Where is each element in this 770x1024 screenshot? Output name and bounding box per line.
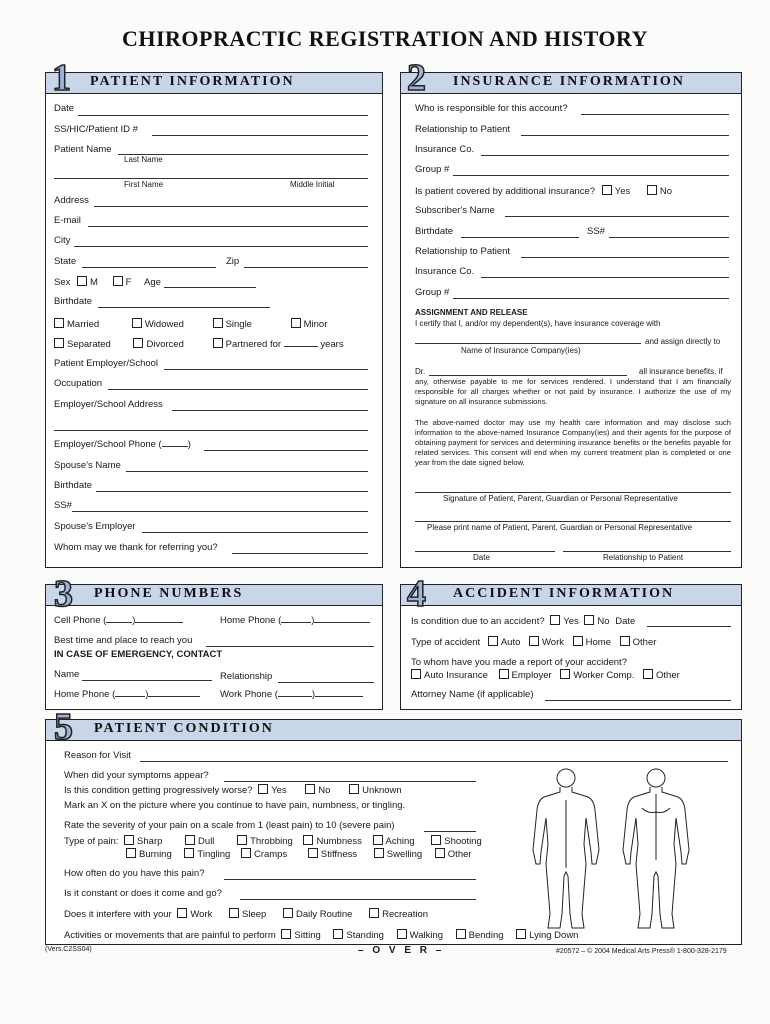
- reason-label: Reason for Visit: [64, 750, 131, 761]
- section-title: PATIENT INFORMATION: [90, 74, 295, 89]
- stiffness-checkbox[interactable]: [308, 848, 318, 858]
- spouse-ss-label: SS#: [54, 500, 72, 511]
- signed-date-field[interactable]: [415, 551, 555, 552]
- address-field[interactable]: [94, 206, 368, 207]
- worse-unknown-label: Unknown: [362, 785, 402, 796]
- subscriber-field[interactable]: [505, 216, 729, 217]
- how-often-field[interactable]: [224, 879, 476, 880]
- sex-m-checkbox[interactable]: [77, 276, 87, 286]
- insurance-information-section: [400, 57, 742, 568]
- body-front-diagram[interactable]: [524, 764, 608, 934]
- company-caption: Name of Insurance Company(ies): [461, 346, 581, 355]
- report-worker-comp-checkbox[interactable]: [560, 669, 570, 679]
- throbbing-label: Throbbing: [250, 836, 293, 847]
- dull-label: Dull: [198, 836, 215, 847]
- emergency-home-area-field[interactable]: [115, 696, 145, 697]
- additional-no-label: No: [659, 186, 673, 197]
- signature-caption: Signature of Patient, Parent, Guardian or Personal Representative: [443, 494, 678, 503]
- interfere-sleep-checkbox[interactable]: [229, 908, 239, 918]
- when-field[interactable]: [224, 781, 476, 782]
- cell-phone-area-field[interactable]: [106, 622, 132, 623]
- city-field[interactable]: [74, 246, 368, 247]
- dr-label: Dr.: [415, 367, 426, 376]
- report-employer-checkbox[interactable]: [499, 669, 509, 679]
- emergency-name-field[interactable]: [82, 680, 212, 681]
- worse-no-checkbox[interactable]: [305, 784, 315, 794]
- subscriber-birthdate-field[interactable]: [461, 237, 579, 238]
- report-other-checkbox[interactable]: [643, 669, 653, 679]
- how-often-label: How often do you have this pain?: [64, 868, 205, 879]
- assign-directly-text: and assign directly to: [645, 337, 721, 346]
- employer-address-label: Employer/School Address: [54, 399, 163, 410]
- married-label: Married: [67, 319, 100, 330]
- spouse-name-label: Spouse's Name: [54, 460, 121, 471]
- sex-label: Sex: [54, 277, 71, 288]
- bending-checkbox[interactable]: [456, 929, 466, 939]
- subscriber-ss-label: SS#: [587, 226, 605, 237]
- section-number-badge: 5: [54, 706, 73, 748]
- emergency-home-phone-label: Home Phone (: [54, 689, 116, 700]
- insurance-co-label: Insurance Co.: [415, 144, 475, 155]
- married-checkbox[interactable]: [54, 318, 64, 328]
- form-title: CHIROPRACTIC REGISTRATION AND HISTORY: [121, 26, 649, 51]
- spouse-employer-label: Spouse's Employer: [54, 521, 136, 532]
- sitting-label: Sitting: [294, 930, 321, 941]
- ssid-field[interactable]: [152, 135, 368, 136]
- age-label: Age: [144, 277, 161, 288]
- address-label: Address: [54, 195, 89, 206]
- emergency-work-area-field[interactable]: [278, 696, 312, 697]
- over-indicator: – O V E R –: [358, 945, 445, 956]
- body-back-diagram[interactable]: [614, 764, 698, 934]
- zip-field[interactable]: [244, 267, 368, 268]
- sharp-checkbox[interactable]: [124, 835, 134, 845]
- partnered-years-field[interactable]: [284, 346, 318, 347]
- interfere-daily-label: Daily Routine: [295, 909, 353, 920]
- emergency-work-phone-label: Work Phone (: [220, 689, 278, 700]
- when-label: When did your symptoms appear?: [64, 770, 209, 781]
- cell-phone-label: Cell Phone (: [54, 615, 107, 626]
- partnered-label: Partnered for: [225, 339, 282, 350]
- worse-unknown-checkbox[interactable]: [349, 784, 359, 794]
- phone-numbers-section: [45, 573, 383, 710]
- employer-address-field-2[interactable]: [54, 430, 368, 431]
- patient-name-label: Patient Name: [54, 144, 112, 155]
- bending-label: Bending: [468, 930, 504, 941]
- spouse-ss-field[interactable]: [72, 511, 368, 512]
- worse-yes-label: Yes: [271, 785, 287, 796]
- spouse-birthdate-label: Birthdate: [54, 480, 93, 491]
- partnered-checkbox[interactable]: [213, 338, 223, 348]
- report-other-label: Other: [656, 670, 680, 681]
- reason-field[interactable]: [140, 761, 728, 762]
- lying-down-label: Lying Down: [529, 930, 579, 941]
- employer-school-label: Patient Employer/School: [54, 358, 159, 369]
- copyright-text: #20572 – © 2004 Medical Arts Press® 1-800-328-2179: [556, 948, 727, 955]
- accident-home-checkbox[interactable]: [573, 636, 583, 646]
- numbness-label: Numbness: [316, 836, 362, 847]
- rate-label: Rate the severity of your pain on a scale from 1 (least pain) to 10 (severe pain): [64, 820, 395, 831]
- shooting-label: Shooting: [444, 836, 482, 847]
- divorced-label: Divorced: [146, 339, 184, 350]
- relationship2-field[interactable]: [521, 257, 729, 258]
- interfere-row: [64, 908, 428, 920]
- swelling-checkbox[interactable]: [374, 848, 384, 858]
- accident-due-row: [411, 615, 635, 627]
- home-phone-field[interactable]: [314, 622, 370, 623]
- doctor-name-field[interactable]: [429, 375, 627, 376]
- tingling-label: Tingling: [197, 849, 231, 860]
- dull-checkbox[interactable]: [185, 835, 195, 845]
- accident-home-label: Home: [585, 637, 611, 648]
- birthdate-label: Birthdate: [54, 296, 93, 307]
- accident-work-checkbox[interactable]: [529, 636, 539, 646]
- employer-school-field[interactable]: [164, 369, 368, 370]
- sex-m-label: M: [90, 277, 98, 288]
- activities-label: Activities or movements that are painful to perform: [64, 930, 276, 941]
- cell-phone-paren: ): [132, 615, 136, 626]
- section-title: ACCIDENT INFORMATION: [453, 586, 675, 601]
- standing-checkbox[interactable]: [333, 929, 343, 939]
- home-phone-row: [220, 615, 370, 626]
- referral-label: Whom may we thank for referring you?: [54, 542, 218, 553]
- first-name-caption: First Name: [124, 180, 164, 189]
- emergency-relationship-field[interactable]: [278, 682, 374, 683]
- walking-checkbox[interactable]: [397, 929, 407, 939]
- state-label: State: [54, 256, 77, 267]
- accident-auto-label: Auto: [500, 637, 521, 648]
- sex-f-label: F: [125, 277, 132, 288]
- interfere-recreation-label: Recreation: [382, 909, 429, 920]
- additional-no-checkbox[interactable]: [647, 185, 657, 195]
- interfere-daily-checkbox[interactable]: [283, 908, 293, 918]
- report-employer-label: Employer: [511, 670, 552, 681]
- pain-type-row-1: [64, 835, 482, 847]
- section-number-badge: 3: [54, 573, 73, 615]
- section-title: PATIENT CONDITION: [94, 721, 274, 736]
- group-field[interactable]: [453, 175, 729, 176]
- accident-no-label: No: [597, 616, 610, 627]
- divorced-checkbox[interactable]: [133, 338, 143, 348]
- financial-responsibility-text: any, otherwise payable to me for services rendered. I understand that I am financially responsible for all charges whether or not paid by insurance. I authorize the use of my signature on all insurance submissions.: [415, 377, 731, 406]
- tingling-checkbox[interactable]: [184, 848, 194, 858]
- cell-phone-field[interactable]: [135, 622, 183, 623]
- single-label: Single: [225, 319, 252, 330]
- shooting-checkbox[interactable]: [431, 835, 441, 845]
- employer-phone-row: [54, 439, 191, 450]
- throbbing-checkbox[interactable]: [237, 835, 247, 845]
- employer-phone-paren: ): [187, 439, 191, 450]
- signer-relationship-field[interactable]: [563, 551, 731, 552]
- section-number-badge: 2: [407, 57, 426, 99]
- marital-row-2: [54, 338, 344, 350]
- years-label: years: [320, 339, 344, 350]
- section-title: PHONE NUMBERS: [94, 586, 244, 601]
- relationship-label: Relationship to Patient: [415, 124, 511, 135]
- email-label: E-mail: [54, 215, 81, 226]
- accident-due-label: Is condition due to an accident?: [411, 616, 545, 627]
- report-auto-insurance-label: Auto Insurance: [424, 670, 488, 681]
- swelling-label: Swelling: [386, 849, 423, 860]
- cramps-label: Cramps: [253, 849, 288, 860]
- relationship2-label: Relationship to Patient: [415, 246, 511, 257]
- home-phone-paren: ): [311, 615, 315, 626]
- accident-work-label: Work: [542, 637, 565, 648]
- painful-activities-row: [64, 929, 578, 941]
- emergency-work-field[interactable]: [315, 696, 363, 697]
- interfere-label: Does it interfere with your: [64, 909, 172, 920]
- relationship-caption: Relationship to Patient: [603, 553, 684, 562]
- patient-condition-section: [45, 706, 742, 945]
- spouse-name-field[interactable]: [126, 471, 368, 472]
- date-field[interactable]: [78, 115, 368, 116]
- separated-checkbox[interactable]: [54, 338, 64, 348]
- last-name-caption: Last Name: [124, 155, 163, 164]
- other-pain-checkbox[interactable]: [435, 848, 445, 858]
- single-checkbox[interactable]: [213, 318, 223, 328]
- sharp-label: Sharp: [137, 836, 163, 847]
- sex-row: [54, 276, 161, 288]
- interfere-work-checkbox[interactable]: [177, 908, 187, 918]
- accident-other-checkbox[interactable]: [620, 636, 630, 646]
- aching-checkbox[interactable]: [373, 835, 383, 845]
- email-field[interactable]: [88, 226, 368, 227]
- numbness-checkbox[interactable]: [303, 835, 313, 845]
- standing-label: Standing: [346, 930, 384, 941]
- emergency-work-paren: ): [311, 689, 316, 700]
- occupation-field[interactable]: [108, 389, 368, 390]
- cell-phone-row: [54, 615, 183, 626]
- widowed-label: Widowed: [144, 319, 184, 330]
- attorney-label: Attorney Name (if applicable): [411, 689, 534, 700]
- insurance-co2-field[interactable]: [481, 277, 729, 278]
- stiffness-label: Stiffness: [320, 849, 358, 860]
- interfere-work-label: Work: [190, 909, 213, 920]
- section-number-badge: 1: [52, 57, 71, 99]
- burning-checkbox[interactable]: [126, 848, 136, 858]
- marital-row-1: [54, 318, 327, 330]
- constant-field[interactable]: [240, 899, 476, 900]
- worse-yes-checkbox[interactable]: [258, 784, 268, 794]
- birthdate-field[interactable]: [98, 307, 270, 308]
- mark-instructions: Mark an X on the picture where you continue to have pain, numbness, or tingling.: [64, 800, 406, 811]
- accident-no-checkbox[interactable]: [584, 615, 594, 625]
- aching-label: Aching: [385, 836, 415, 847]
- minor-checkbox[interactable]: [291, 318, 301, 328]
- section-title: INSURANCE INFORMATION: [453, 74, 685, 89]
- spouse-birthdate-field[interactable]: [96, 491, 368, 492]
- emergency-home-field[interactable]: [148, 696, 200, 697]
- responsible-label: Who is responsible for this account?: [415, 103, 568, 114]
- worse-no-label: No: [318, 785, 331, 796]
- interfere-sleep-label: Sleep: [242, 909, 267, 920]
- accident-date-label: Date: [615, 616, 636, 627]
- subscriber-label: Subscriber's Name: [415, 205, 495, 216]
- employer-address-field[interactable]: [172, 410, 368, 411]
- city-label: City: [54, 235, 71, 246]
- accident-type-label: Type of accident: [411, 637, 481, 648]
- state-field[interactable]: [82, 267, 216, 268]
- disclosure-consent-text: The above-named doctor may use my health care information and may disclose such information to the above-named Insurance Company(ies) and their agents for the purpose of obtaining payment for services and determining insurance benefits or the benefits payable for related services. This consent will end when my current treatment plan is completed or one year from the date signed below.: [415, 418, 731, 467]
- accident-type-row: [411, 636, 656, 648]
- section-number-badge: 4: [407, 573, 426, 615]
- best-time-label: Best time and place to reach you: [54, 635, 193, 646]
- home-phone-label: Home Phone (: [220, 615, 282, 626]
- additional-insurance-label: Is patient covered by additional insurance?: [415, 186, 596, 197]
- employer-phone-label: Employer/School Phone (: [54, 439, 162, 450]
- sex-f-checkbox[interactable]: [113, 276, 123, 286]
- patient-first-name-field[interactable]: [54, 178, 368, 179]
- sitting-checkbox[interactable]: [281, 929, 291, 939]
- emergency-home-phone-row: [54, 689, 200, 700]
- referral-field[interactable]: [232, 553, 368, 554]
- insurance-co-field[interactable]: [481, 155, 729, 156]
- insurance-co2-label: Insurance Co.: [415, 266, 475, 277]
- emergency-relationship-label: Relationship: [220, 671, 273, 682]
- pain-type-row-2: [126, 848, 472, 860]
- emergency-contact-heading: IN CASE OF EMERGENCY, CONTACT: [54, 649, 223, 660]
- signature-field[interactable]: [415, 492, 731, 493]
- employer-phone-area-field[interactable]: [162, 446, 188, 447]
- minor-label: Minor: [303, 319, 328, 330]
- date-caption: Date: [473, 553, 490, 562]
- burning-label: Burning: [139, 849, 172, 860]
- accident-other-label: Other: [632, 637, 657, 648]
- group2-label: Group #: [415, 287, 450, 298]
- additional-yes-label: Yes: [614, 186, 631, 197]
- worse-label: Is this condition getting progressively worse?: [64, 785, 253, 796]
- attorney-field[interactable]: [545, 700, 731, 701]
- report-options-row: [411, 669, 680, 681]
- cramps-checkbox[interactable]: [241, 848, 251, 858]
- type-pain-label: Type of pain:: [64, 836, 119, 847]
- group2-field[interactable]: [453, 298, 729, 299]
- report-label: To whom have you made a report of your accident?: [411, 657, 627, 668]
- accident-auto-checkbox[interactable]: [488, 636, 498, 646]
- emergency-home-paren: ): [145, 689, 149, 700]
- emergency-work-phone-row: [220, 689, 363, 700]
- ssid-label: SS/HIC/Patient ID #: [54, 124, 138, 135]
- zip-label: Zip: [226, 256, 240, 267]
- patient-information-section: [45, 57, 383, 568]
- separated-label: Separated: [67, 339, 111, 350]
- group-label: Group #: [415, 164, 450, 175]
- walking-label: Walking: [409, 930, 444, 941]
- report-worker-comp-label: Worker Comp.: [573, 670, 635, 681]
- best-time-field[interactable]: [206, 646, 374, 647]
- insurance-company-field[interactable]: [415, 343, 641, 344]
- benefits-tail-text: all insurance benefits, if: [639, 367, 723, 376]
- subscriber-birthdate-label: Birthdate: [415, 226, 454, 237]
- employer-phone-field[interactable]: [204, 450, 368, 451]
- subscriber-ss-field[interactable]: [609, 237, 729, 238]
- print-name-caption: Please print name of Patient, Parent, Guardian or Personal Representative: [427, 523, 693, 532]
- constant-label: Is it constant or does it come and go?: [64, 888, 222, 899]
- relationship-field[interactable]: [521, 135, 729, 136]
- certify-text: I certify that I, and/or my dependent(s), have insurance coverage with: [415, 319, 661, 328]
- other-pain-label: Other: [447, 849, 472, 860]
- accident-yes-checkbox[interactable]: [550, 615, 560, 625]
- date-label: Date: [54, 103, 75, 114]
- age-field[interactable]: [164, 287, 256, 288]
- print-name-field[interactable]: [415, 521, 731, 522]
- additional-yes-checkbox[interactable]: [602, 185, 612, 195]
- spouse-employer-field[interactable]: [142, 532, 368, 533]
- responsible-field[interactable]: [581, 114, 729, 115]
- assignment-heading: ASSIGNMENT AND RELEASE: [415, 308, 528, 317]
- interfere-recreation-checkbox[interactable]: [369, 908, 379, 918]
- accident-date-field[interactable]: [647, 626, 731, 627]
- report-auto-insurance-checkbox[interactable]: [411, 669, 421, 679]
- progressively-worse-row: [64, 784, 402, 796]
- additional-insurance-row: [415, 185, 672, 197]
- middle-initial-caption: Middle Initial: [290, 180, 335, 189]
- rate-field[interactable]: [424, 831, 476, 832]
- accident-information-section: [400, 573, 742, 710]
- emergency-name-label: Name: [54, 669, 80, 680]
- home-phone-area-field[interactable]: [281, 622, 311, 623]
- accident-yes-label: Yes: [563, 616, 579, 627]
- widowed-checkbox[interactable]: [132, 318, 142, 328]
- form-version: (Vers.C2SS04): [45, 946, 92, 953]
- occupation-label: Occupation: [54, 378, 103, 389]
